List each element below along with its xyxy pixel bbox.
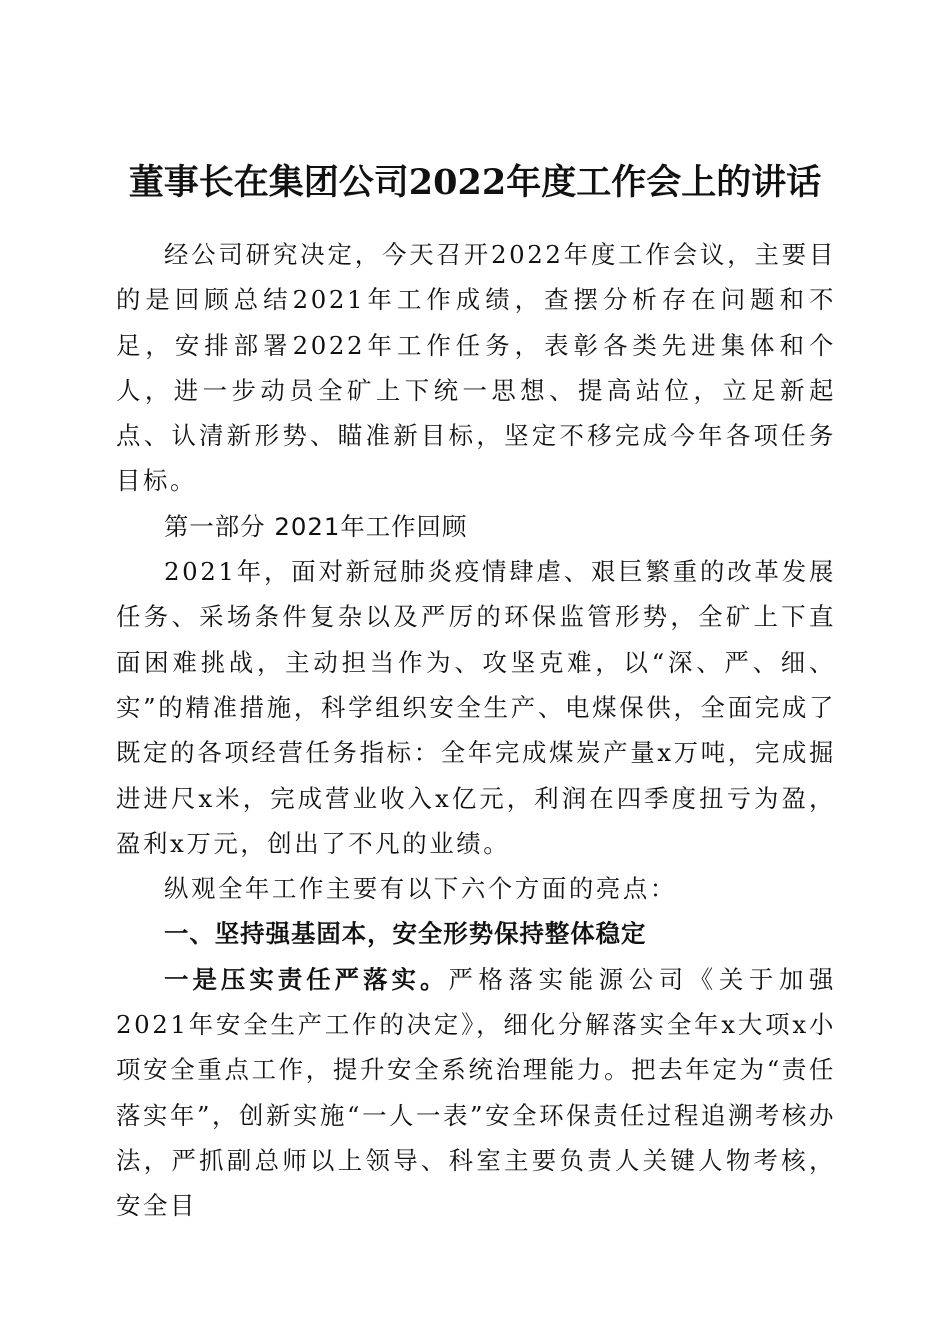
intro-paragraph: 经公司研究决定，今天召开2022年度工作会议，主要目的是回顾总结2021年工作成绩，查摆分析存在问题和不足，安排部署2022年工作任务，表彰各类先进集体和个人，进一步动员全矿上下统一思想、提高站位，立足新起点、认清新形势、瞄准新目标，坚定不移完成今年各项任务目标。 [116, 240, 836, 496]
section-one-heading: 一、坚持强基固本，安全形势保持整体稳定 [164, 919, 647, 949]
document-body [116, 232, 836, 1229]
item-one-text: 严格落实能源公司《关于加强2021年安全生产工作的决定》，细化分解落实全年x大项x小项安全重点工作，提升安全系统治理能力。把去年定为“责任落实年”，创新实施“一人一表”安全环保责任过程追溯考核办法，严抓副总师以上领导、科室主要负责人关键人物考核，安全目 [116, 964, 836, 1221]
highlights-intro: 纵观全年工作主要有以下六个方面的亮点： [164, 874, 677, 904]
review-paragraph: 2021年，面对新冠肺炎疫情肆虐、艰巨繁重的改革发展任务、采场条件复杂以及严厉的环保监管形势，全矿上下直面困难挑战，主动担当作为、攻坚克难，以“深、严、细、实”的精准措施，科学组织安全生产、电煤保供，全面完成了既定的各项经营任务指标：全年完成煤炭产量x万吨，完成掘进进尺x米，完成营业收入x亿元，利润在四季度扭亏为盈，盈利x万元，创出了不凡的业绩。 [116, 557, 836, 858]
part-one-heading: 第一部分 2021年工作回顾 [164, 511, 468, 541]
item-one-paragraph [116, 957, 836, 1229]
document-title: 董事长在集团公司2022年度工作会上的讲话 [128, 162, 822, 204]
item-one-lead: 一是压实责任严落实。 [164, 964, 449, 994]
